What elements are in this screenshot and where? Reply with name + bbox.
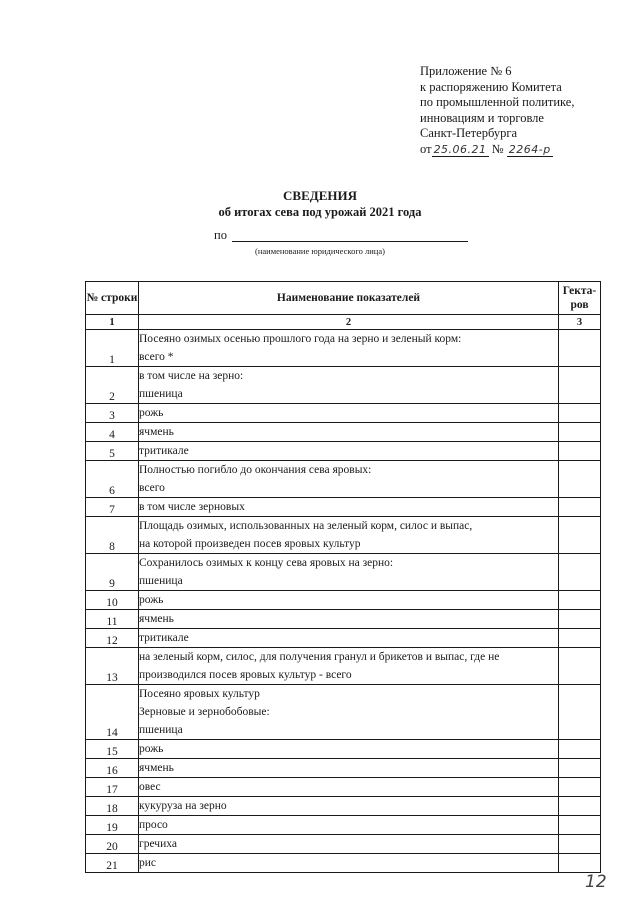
indicator-text: Посеяно яровых культур [139, 688, 260, 700]
header-hectares: Гекта-ров [559, 282, 601, 315]
indicator-text: Площадь озимых, использованных на зеленый корм, силос и выпас, [139, 520, 473, 532]
row-indicator [139, 610, 559, 629]
table-row [86, 816, 601, 835]
row-indicator [139, 367, 559, 404]
table-row [86, 685, 601, 740]
indicator-text: гречиха [139, 838, 177, 850]
row-number: 17 [86, 778, 139, 797]
row-indicator [139, 740, 559, 759]
row-number: 3 [86, 404, 139, 423]
indicator-text: кукуруза на зерно [139, 800, 227, 812]
table-row [86, 797, 601, 816]
hectares-cell[interactable] [559, 404, 601, 423]
hectares-cell[interactable] [559, 778, 601, 797]
row-indicator [139, 797, 559, 816]
indicator-text: Зерновые и зернобобовые: [139, 706, 270, 718]
indicator-text: в том числе зерновых [139, 501, 245, 513]
header-row-number: № строки [86, 282, 139, 315]
hectares-cell[interactable] [559, 554, 601, 591]
table-row [86, 367, 601, 404]
row-number: 1 [86, 330, 139, 367]
hectares-cell[interactable] [559, 591, 601, 610]
row-number: 9 [86, 554, 139, 591]
row-number: 20 [86, 835, 139, 854]
indicator-text: тритикале [139, 445, 189, 457]
row-indicator [139, 498, 559, 517]
row-indicator [139, 835, 559, 854]
hectares-cell[interactable] [559, 816, 601, 835]
row-number: 10 [86, 591, 139, 610]
indicator-text: производился посев яровых культур - всего [139, 669, 352, 681]
table-row [86, 629, 601, 648]
row-number: 6 [86, 461, 139, 498]
indicator-text: рис [139, 857, 157, 869]
indicator-text: пшеница [139, 575, 183, 587]
indicator-text: всего * [139, 351, 174, 363]
row-indicator [139, 423, 559, 442]
row-indicator [139, 442, 559, 461]
col-number-2: 2 [139, 315, 559, 330]
document-title [0, 188, 640, 220]
row-number: 14 [86, 685, 139, 740]
indicator-text: Полностью погибло до окончания сева яровых: [139, 464, 372, 476]
appendix-line-3: по промышленной политике, [420, 95, 575, 110]
indicator-text: ячмень [139, 613, 174, 625]
indicator-text: тритикале [139, 632, 189, 644]
appendix-line-4: инновациям и торговле [420, 110, 544, 125]
entity-name-field[interactable] [232, 241, 468, 242]
appendix-block [420, 64, 574, 158]
hectares-cell[interactable] [559, 517, 601, 554]
indicator-text: овес [139, 781, 161, 793]
indicators-table [85, 281, 601, 873]
table-row [86, 404, 601, 423]
number-value: 2264-р [508, 142, 551, 156]
row-number: 7 [86, 498, 139, 517]
appendix-line-1: Приложение № 6 [420, 64, 512, 78]
hectares-cell[interactable] [559, 461, 601, 498]
number-prefix: № [491, 141, 504, 156]
header-indicator-name: Наименование показателей [139, 282, 559, 315]
hectares-cell[interactable] [559, 835, 601, 854]
entity-name-hint: (наименование юридического лица) [255, 246, 385, 256]
row-indicator [139, 816, 559, 835]
hectares-cell[interactable] [559, 854, 601, 873]
row-indicator [139, 591, 559, 610]
hectares-cell[interactable] [559, 685, 601, 740]
row-number: 8 [86, 517, 139, 554]
table-row [86, 610, 601, 629]
row-indicator [139, 330, 559, 367]
row-number: 21 [86, 854, 139, 873]
row-number: 15 [86, 740, 139, 759]
indicator-text: ячмень [139, 426, 174, 438]
appendix-line-5: Санкт-Петербурга [420, 126, 518, 141]
table-row [86, 517, 601, 554]
row-indicator [139, 854, 559, 873]
row-number: 4 [86, 423, 139, 442]
row-indicator [139, 461, 559, 498]
indicator-text: на зеленый корм, силос, для получения гранул и брикетов и выпас, где не [139, 651, 500, 663]
row-number: 2 [86, 367, 139, 404]
col-number-3: 3 [559, 315, 601, 330]
indicator-text: рожь [139, 743, 164, 755]
hectares-cell[interactable] [559, 498, 601, 517]
col-number-1: 1 [86, 315, 139, 330]
row-number: 18 [86, 797, 139, 816]
hectares-cell[interactable] [559, 330, 601, 367]
row-number: 5 [86, 442, 139, 461]
row-number: 11 [86, 610, 139, 629]
hectares-cell[interactable] [559, 423, 601, 442]
table-row [86, 835, 601, 854]
date-prefix: от [420, 141, 432, 156]
appendix-line-2: к распоряжению Комитета [420, 79, 562, 94]
table-row [86, 591, 601, 610]
indicator-text: на которой произведен посев яровых культур [139, 538, 361, 550]
title-sub: об итогах сева под урожай 2021 года [218, 205, 422, 219]
hectares-cell[interactable] [559, 442, 601, 461]
appendix-date-line [420, 142, 574, 158]
hectares-cell[interactable] [559, 367, 601, 404]
hectares-cell[interactable] [559, 740, 601, 759]
title-main: СВЕДЕНИЯ [283, 188, 357, 203]
table-row [86, 498, 601, 517]
table-row [86, 648, 601, 685]
hectares-cell[interactable] [559, 610, 601, 629]
row-indicator [139, 685, 559, 740]
table-row [86, 740, 601, 759]
row-indicator [139, 554, 559, 591]
table-row [86, 854, 601, 873]
indicator-text: просо [139, 819, 168, 831]
hectares-cell[interactable] [559, 759, 601, 778]
po-label: по [214, 228, 227, 242]
hectares-cell[interactable] [559, 648, 601, 685]
row-indicator [139, 404, 559, 423]
table-row [86, 442, 601, 461]
row-number: 13 [86, 648, 139, 685]
indicator-text: Посеяно озимых осенью прошлого года на зерно и зеленый корм: [139, 333, 462, 345]
row-indicator [139, 759, 559, 778]
row-number: 16 [86, 759, 139, 778]
date-value: 25.06.21 [433, 142, 487, 156]
indicator-text: Сохранилось озимых к концу сева яровых на зерно: [139, 557, 394, 569]
table-row [86, 461, 601, 498]
indicator-text: рожь [139, 594, 164, 606]
table-row [86, 759, 601, 778]
table-row [86, 423, 601, 442]
table-row [86, 554, 601, 591]
row-number: 19 [86, 816, 139, 835]
indicator-text: пшеница [139, 724, 183, 736]
row-indicator [139, 778, 559, 797]
row-number: 12 [86, 629, 139, 648]
indicator-text: всего [139, 482, 165, 494]
table-row [86, 330, 601, 367]
hectares-cell[interactable] [559, 629, 601, 648]
table-row [86, 778, 601, 797]
row-indicator [139, 517, 559, 554]
row-indicator [139, 648, 559, 685]
row-indicator [139, 629, 559, 648]
hectares-cell[interactable] [559, 797, 601, 816]
indicator-text: ячмень [139, 762, 174, 774]
indicator-text: рожь [139, 407, 164, 419]
indicator-text: пшеница [139, 388, 183, 400]
handwritten-page-number: 12 [585, 872, 607, 892]
indicator-text: в том числе на зерно: [139, 370, 244, 382]
